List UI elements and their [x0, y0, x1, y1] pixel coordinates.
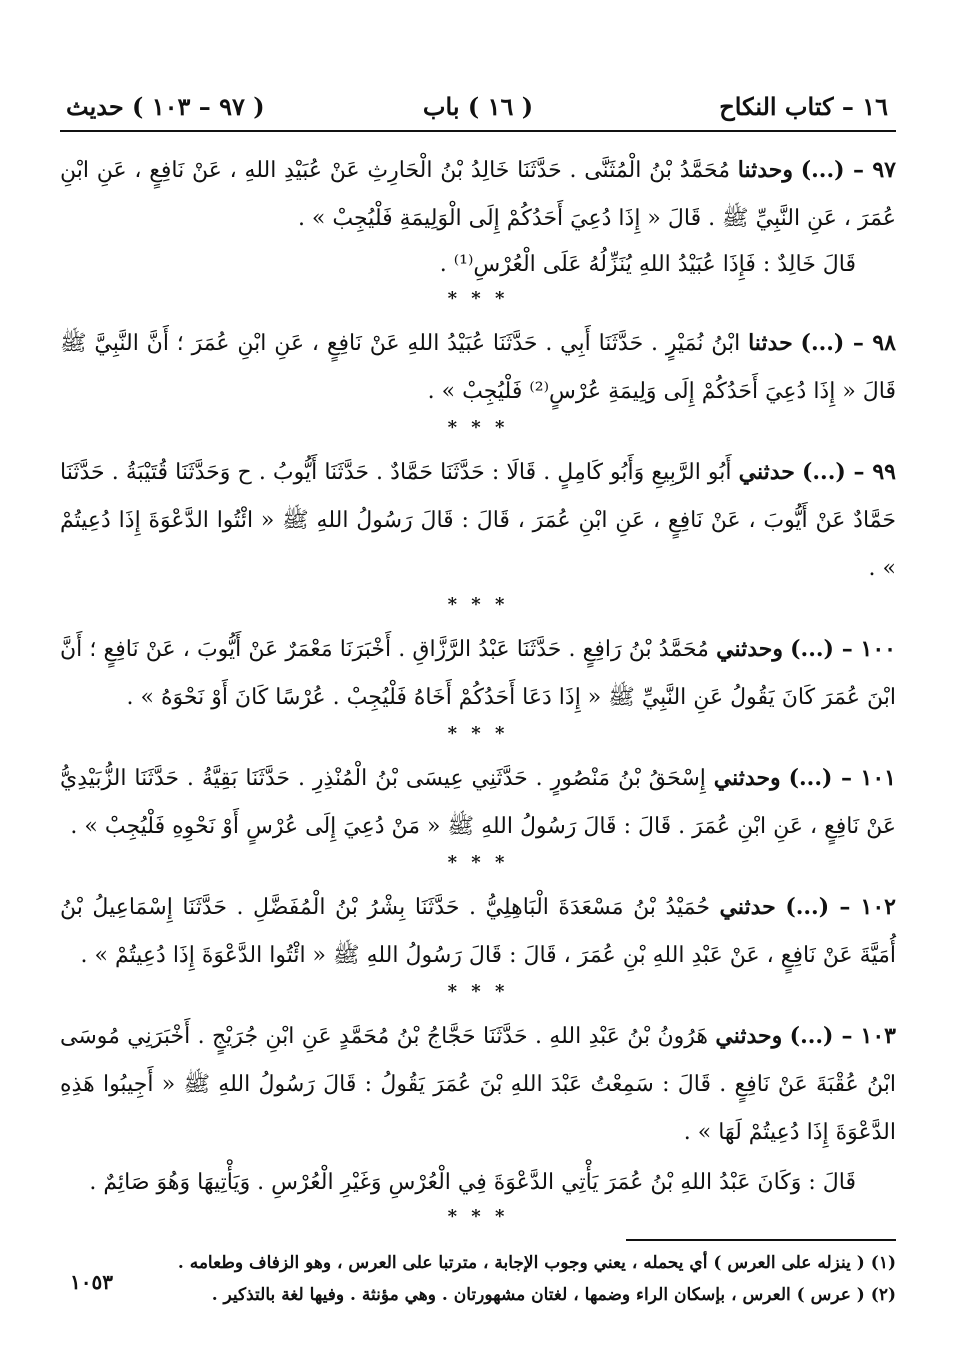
hadith-99: [60, 448, 896, 593]
hadith-lead: حدثني: [719, 894, 776, 920]
page-number: ١٠٥٣: [70, 1270, 113, 1294]
hadith-text: مُحَمَّدُ بْنُ الْمُثَنَّى . حَدَّثَنَا خَالِدُ بْنُ الْحَارِثِ عَنْ عُبَيْدِ اللهِ ، عَنْ نَافِعٍ ، عَنِ ابْنِ عُمَرَ ، عَنِ النَّبِيِّ ﷺ . قَالَ « إِذَا دُعِيَ أَحَدُكُمْ إِلَى الْوَلِيمَةِ فَلْيُجِبْ » .: [60, 158, 896, 231]
hadith-number: ١٠٠ – (...): [790, 636, 896, 662]
page: [60, 88, 896, 1311]
footnote-2: (٢) ( عرس ) العرس ، بإسكان الراء وضمها ، لغتان مشهورتان . وهي مؤنثة . وفيها لغة بالتذكير .: [211, 1285, 896, 1305]
hadith-text: حُمَيْدُ بْنُ مَسْعَدَةَ الْبَاهِلِيُّ . حَدَّثَنَا بِشْرُ بْنُ الْمُفَضَّلِ . حَدَّثَنَا إِسْمَاعِيلُ بْنُ أُمَيَّةَ عَنْ نَافِعٍ ، عَنْ عَبْدِ اللهِ بْنِ عُمَرَ ، قَالَ : قَالَ رَسُولُ اللهِ ﷺ « ائْتُوا الدَّعْوَةَ إِذَا دُعِيتُمْ » .: [60, 895, 896, 968]
hadith-lead: وحدثنا: [737, 157, 793, 183]
hadith-text: إِسْحَقُ بْنُ مَنْصُورٍ . حَدَّثَنِي عِيسَى بْنُ الْمُنْذِرِ . حَدَّثَنَا بَقِيَّةُ . حَدَّثَنَا الزُّبَيْدِيُّ عَنْ نَافِعٍ ، عَنِ ابْنِ عُمَرَ . قَالَ : قَالَ رَسُولُ اللهِ ﷺ « مَنْ دُعِيَ إِلَى عُرْسٍ أَوْ نَحْوِهِ فَلْيُجِبْ » .: [60, 766, 896, 839]
hadith-note: قَالَ خَالِدٌ : فَإِذَا عُبَيْدُ اللهِ يُنَزِّلُهُ عَلَى الْعُرْسِ⁽¹⁾ .: [439, 252, 856, 277]
hadith-98: [60, 319, 896, 416]
footnote-1: (١) ( ينزله على العرس ) أي يحمله ، يعني وجوب الإجابة ، مترتبا على العرس ، وهو الزفاف وطعامه .: [177, 1253, 896, 1273]
hadith-number: ٩٨ – (...): [800, 330, 896, 356]
hadith-lead: حدثني: [738, 459, 795, 485]
hadith-number: ١٠١ – (...): [788, 765, 896, 791]
chapter-title: ( ١٦ ) باب: [422, 92, 534, 121]
hadith-text: ابْنُ نُمَيْرٍ . حَدَّثَنَا أَبِي . حَدَّثَنَا عُبَيْدُ اللهِ عَنْ نَافِعٍ ، عَنِ ابْنِ عُمَرَ ؛ أَنَّ النَّبِيَّ ﷺ قَالَ « إِذَا دُعِيَ أَحَدُكُمْ إِلَى وَلِيمَةِ عُرْسٍ⁽²⁾ فَلْيُجِبْ » .: [60, 331, 896, 404]
book-title: ١٦ – كتاب النكاح: [719, 92, 888, 121]
separator: * * *: [447, 288, 509, 309]
hadith-lead: وحدثني: [715, 1023, 783, 1049]
hadith-lead: وحدثني: [716, 636, 783, 662]
separator: * * *: [447, 723, 509, 744]
header-rule: [60, 130, 896, 132]
hadith-number: ٩٧ – (...): [800, 157, 896, 183]
hadith-102: [60, 883, 896, 980]
separator: * * *: [447, 417, 509, 438]
hadith-101: [60, 754, 896, 851]
hadith-97: [60, 146, 896, 243]
hadith-number: ٩٩ – (...): [801, 459, 896, 485]
hadith-text: هَرُونُ بْنُ عَبْدِ اللهِ . حَدَّثَنَا حَجَّاجُ بْنُ مُحَمَّدٍ عَنِ ابْنِ جُرَيْجٍ . أَخْبَرَنِي مُوسَى ابْنُ عُقْبَةَ عَنْ نَافِعٍ . قَالَ : سَمِعْتُ عَبْدَ اللهِ بْنَ عُمَرَ يَقُولُ : قَالَ رَسُولُ اللهِ ﷺ « أَجِيبُوا هَذِهِ الدَّعْوَةَ إِذَا دُعِيتُمْ لَهَا » .: [60, 1024, 896, 1145]
separator: * * *: [447, 1206, 509, 1227]
separator: * * *: [447, 852, 509, 873]
footnote-rule: [626, 1239, 896, 1241]
hadith-number: ١٠٢ – (...): [785, 894, 896, 920]
hadith-text: أَبُو الرَّبِيعِ وَأَبُو كَامِلٍ . قَالَا : حَدَّثَنَا حَمَّادٌ . حَدَّثَنَا أَيُّوبُ . ح وَحَدَّثَنَا قُتَيْبَةُ . حَدَّثَنَا حَمَّادٌ عَنْ أَيُّوبَ ، عَنْ نَافِعٍ ، عَنِ ابْنِ عُمَرَ ، قَالَ : قَالَ رَسُولُ اللهِ ﷺ « ائْتُوا الدَّعْوَةَ إِذَا دُعِيتُمْ » .: [60, 460, 896, 581]
hadith-number: ١٠٣ – (...): [789, 1023, 896, 1049]
hadith-note: قَالَ : وَكَانَ عَبْدُ اللهِ بْنُ عُمَرَ يَأْتِي الدَّعْوَةَ فِي الْعُرْسِ وَغَيْرِ الْعُرْسِ . وَيَأْتِيهَا وَهُوَ صَائِمٌ .: [89, 1170, 856, 1195]
hadith-text: مُحَمَّدُ بْنُ رَافِعٍ . حَدَّثَنَا عَبْدُ الرَّزَّاقِ . أَخْبَرَنَا مَعْمَرٌ عَنْ أَيُّوبَ ، عَنْ نَافِعٍ ؛ أَنَّ ابْنَ عُمَرَ كَانَ يَقُولُ عَنِ النَّبِيِّ ﷺ « إِذَا دَعَا أَحَدُكُمْ أَخَاهُ فَلْيُجِبْ . عُرْسًا كَانَ أَوْ نَحْوَهُ » .: [60, 637, 896, 710]
running-header: [60, 88, 896, 130]
hadith-100: [60, 625, 896, 722]
separator: * * *: [447, 981, 509, 1002]
hadith-lead: حدثنا: [748, 330, 793, 356]
hadith-103: [60, 1012, 896, 1157]
hadith-lead: وحدثني: [713, 765, 781, 791]
hadith-range: ( ٩٧ – ١٠٣ ) حديث: [66, 92, 265, 121]
separator: * * *: [447, 594, 509, 615]
